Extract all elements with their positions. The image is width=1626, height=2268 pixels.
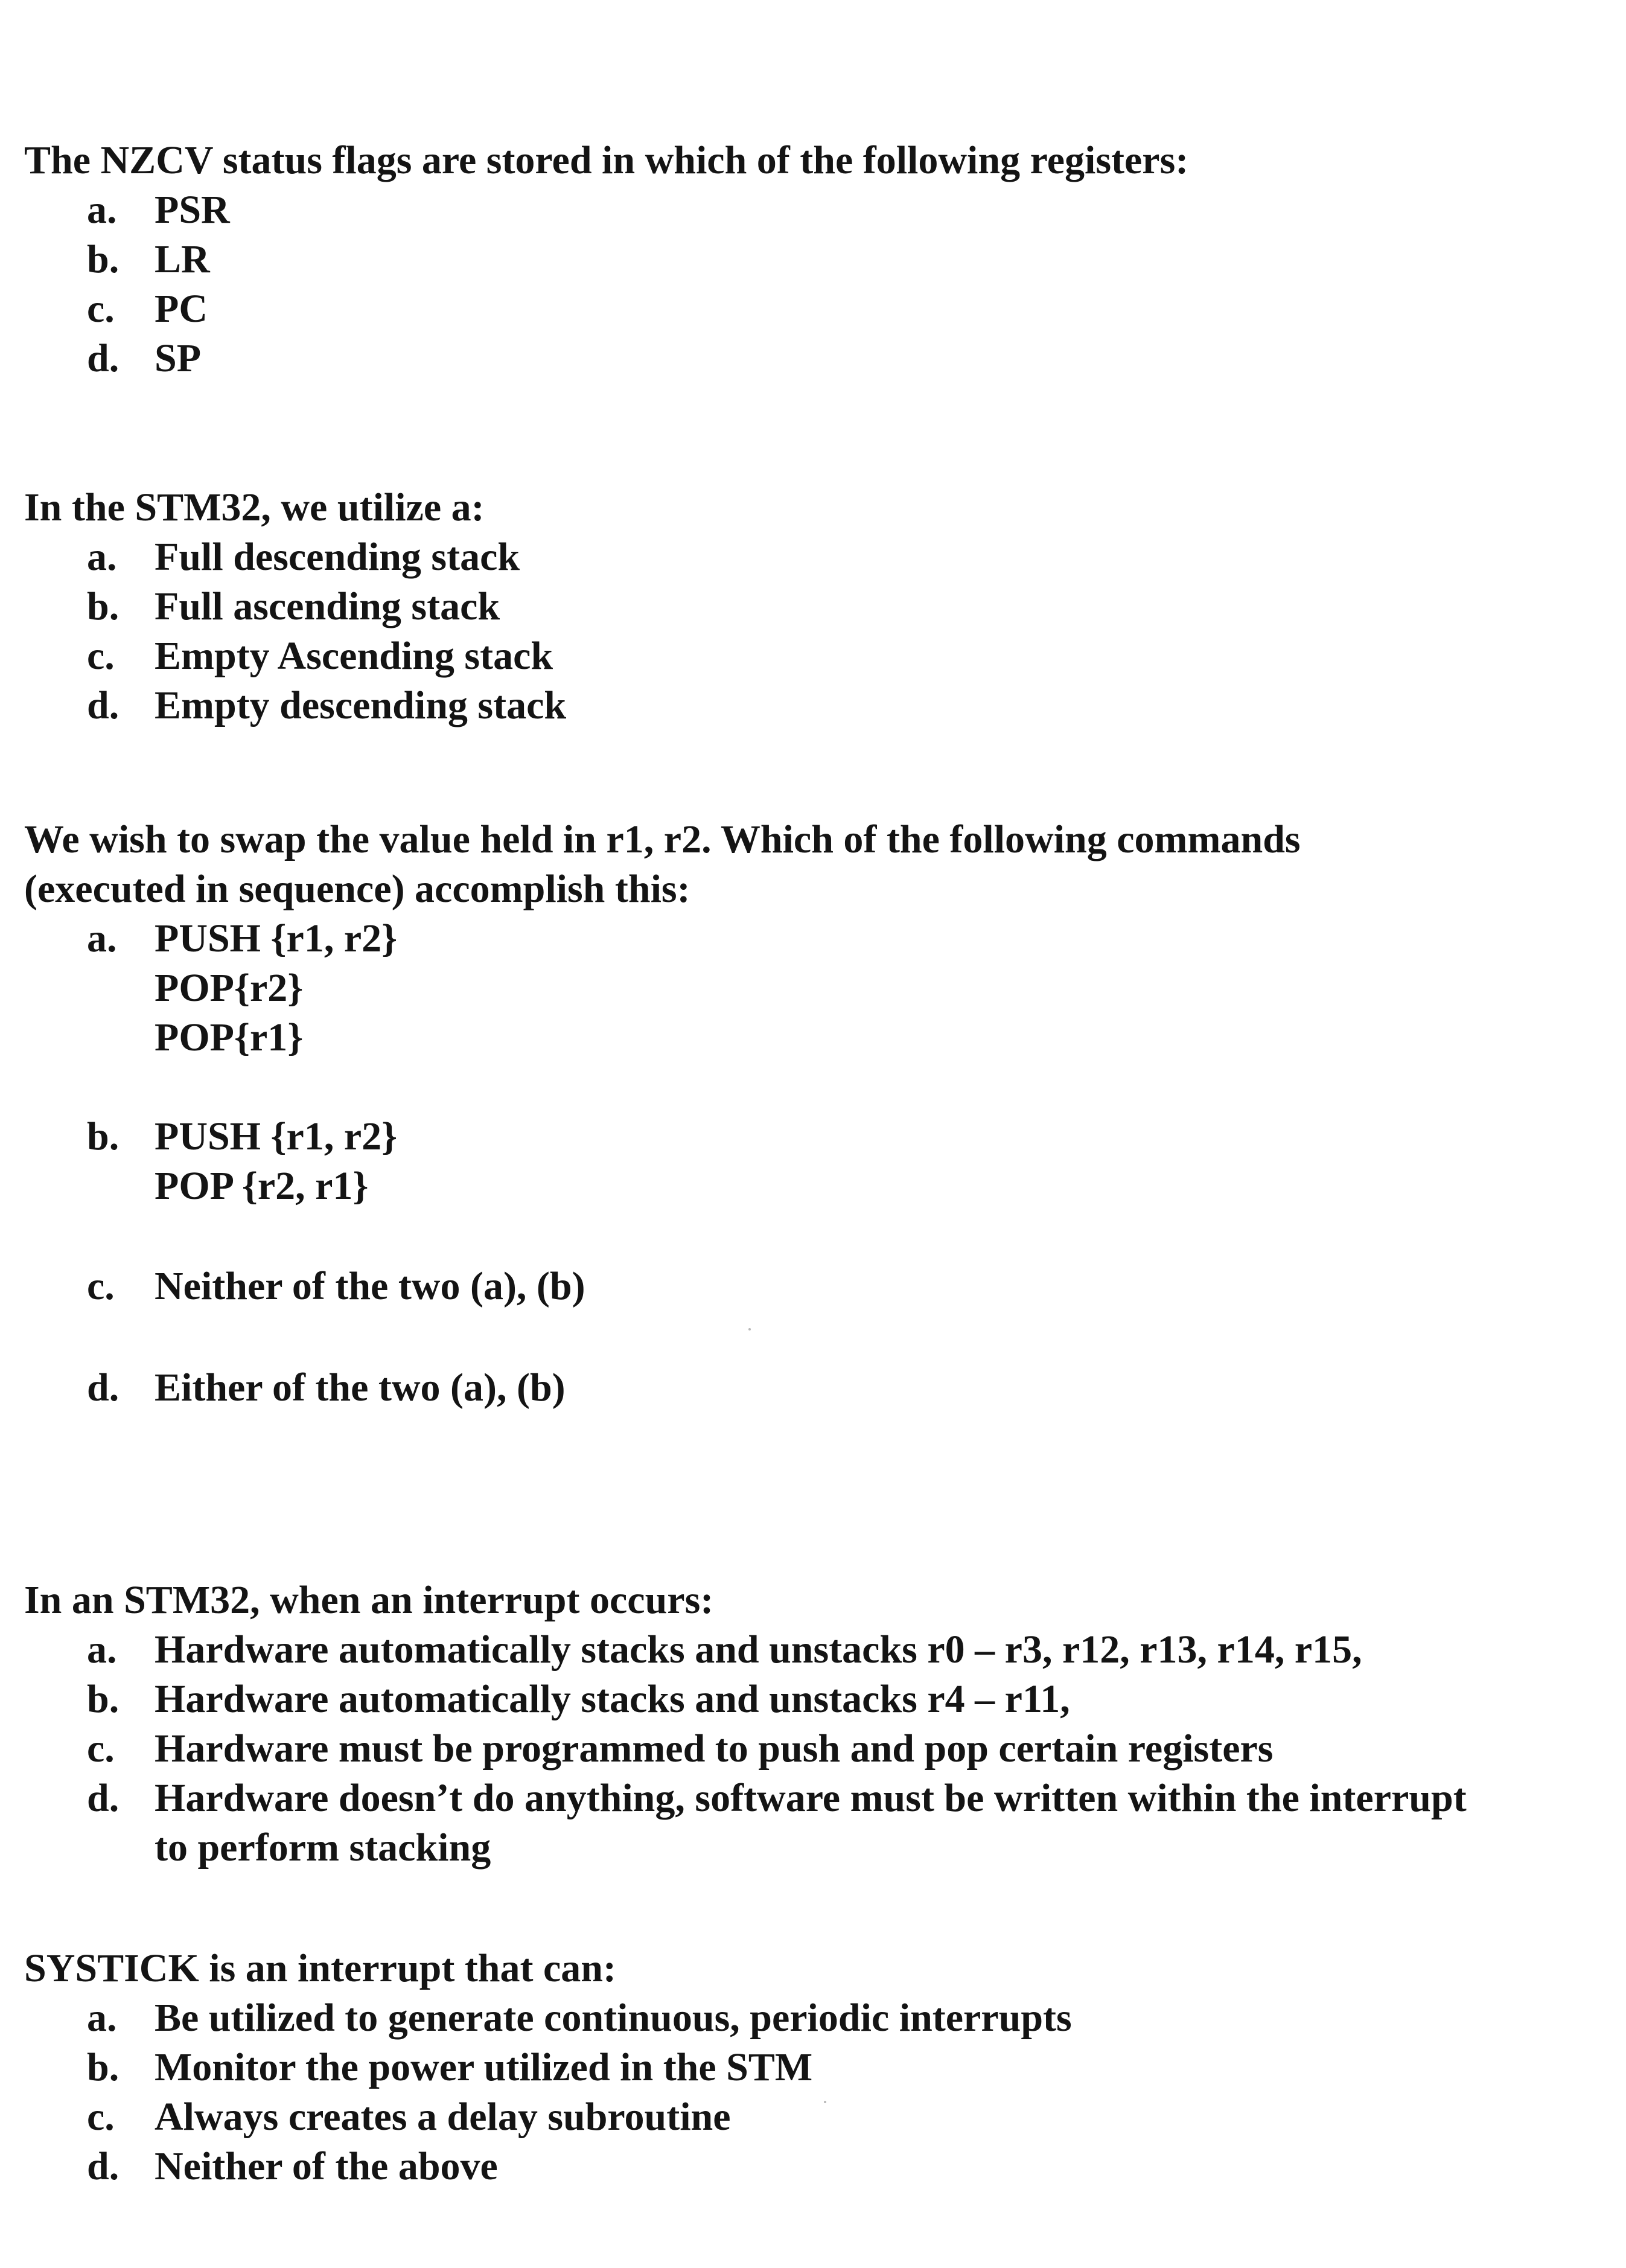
question-3 (24, 815, 1569, 1413)
option-letter: a. (87, 188, 117, 232)
question-5-option-d (24, 2142, 1569, 2191)
option-text: PSR (155, 188, 230, 232)
option-letter: a. (87, 916, 117, 960)
question-1-option-d (24, 334, 1569, 383)
question-5 (24, 1944, 1569, 2191)
option-letter: c. (87, 287, 115, 331)
question-4-option-d (24, 1774, 1569, 1873)
question-4-option-c (24, 1724, 1569, 1774)
option-letter: a. (87, 1996, 117, 2040)
option-text-continued: to perform stacking (155, 1826, 491, 1870)
option-letter: b. (87, 1677, 120, 1721)
option-letter: c. (87, 2095, 115, 2139)
code-line: POP{r2} (155, 966, 304, 1010)
option-text: Empty Ascending stack (155, 634, 553, 678)
option-text: Neither of the above (155, 2144, 498, 2188)
question-4-options (24, 1625, 1569, 1873)
question-2-options (24, 532, 1569, 730)
option-letter: d. (87, 1776, 120, 1820)
option-text: Neither of the two (a), (b) (155, 1264, 585, 1308)
option-letter: a. (87, 1628, 117, 1672)
option-text: SP (155, 336, 202, 380)
code-line: PUSH {r1, r2} (155, 916, 398, 960)
option-letter: c. (87, 1727, 115, 1771)
question-3-option-b (24, 1112, 1569, 1211)
option-letter: b. (87, 2045, 120, 2089)
question-2 (24, 483, 1569, 730)
option-text: Hardware must be programmed to push and pop certain registers (155, 1727, 1274, 1771)
option-text: Hardware automatically stacks and unstacks r0 – r3, r12, r13, r14, r15, (155, 1628, 1362, 1672)
code-line: PUSH {r1, r2} (155, 1114, 398, 1158)
scan-speck (748, 1328, 751, 1330)
question-3-options (24, 914, 1569, 1413)
option-letter: c. (87, 1264, 115, 1308)
option-text: Be utilized to generate continuous, periodic interrupts (155, 1996, 1072, 2040)
option-letter: b. (87, 237, 120, 281)
question-5-option-c (24, 2092, 1569, 2142)
option-letter: a. (87, 535, 117, 579)
scan-speck (824, 2101, 826, 2103)
code-line: POP {r2, r1} (155, 1164, 369, 1208)
question-3-option-c (24, 1262, 1569, 1311)
option-text: Empty descending stack (155, 683, 567, 727)
option-text: Monitor the power utilized in the STM (155, 2045, 813, 2089)
question-2-option-d (24, 681, 1569, 730)
option-letter: c. (87, 634, 115, 678)
question-1-option-b (24, 235, 1569, 284)
question-1-options (24, 185, 1569, 383)
question-2-text: In the STM32, we utilize a: (24, 485, 485, 529)
question-2-option-c (24, 631, 1569, 681)
question-1-option-c (24, 284, 1569, 334)
option-text: Always creates a delay subroutine (155, 2095, 731, 2139)
option-text: Full descending stack (155, 535, 520, 579)
question-3-option-a (24, 914, 1569, 1062)
question-5-option-b (24, 2043, 1569, 2092)
option-letter: d. (87, 336, 120, 380)
question-5-option-a (24, 1993, 1569, 2043)
question-4-option-b (24, 1675, 1569, 1724)
option-text: Full ascending stack (155, 584, 500, 628)
question-4-text: In an STM32, when an interrupt occurs: (24, 1578, 714, 1622)
question-5-text: SYSTICK is an interrupt that can: (24, 1946, 616, 1990)
question-1-text: The NZCV status flags are stored in which of the following registers: (24, 138, 1189, 182)
option-text: LR (155, 237, 210, 281)
option-text: Either of the two (a), (b) (155, 1366, 566, 1410)
question-3-option-d (24, 1363, 1569, 1413)
option-text: Hardware doesn’t do anything, software must be written within the interrupt (155, 1776, 1467, 1820)
option-letter: d. (87, 683, 120, 727)
code-line: POP{r1} (155, 1015, 304, 1059)
option-letter: b. (87, 584, 120, 628)
option-letter: b. (87, 1114, 120, 1158)
option-text: Hardware automatically stacks and unstacks r4 – r11, (155, 1677, 1070, 1721)
question-1 (24, 136, 1569, 383)
question-1-option-a (24, 185, 1569, 235)
option-letter: d. (87, 1366, 120, 1410)
question-3-text: We wish to swap the value held in r1, r2. Which of the following commands (executed in sequence) accomplish this: (24, 817, 1301, 911)
question-2-option-a (24, 532, 1569, 582)
question-4 (24, 1576, 1569, 1873)
question-4-option-a (24, 1625, 1569, 1675)
question-2-option-b (24, 582, 1569, 631)
question-5-options (24, 1993, 1569, 2191)
option-text: PC (155, 287, 208, 331)
option-letter: d. (87, 2144, 120, 2188)
